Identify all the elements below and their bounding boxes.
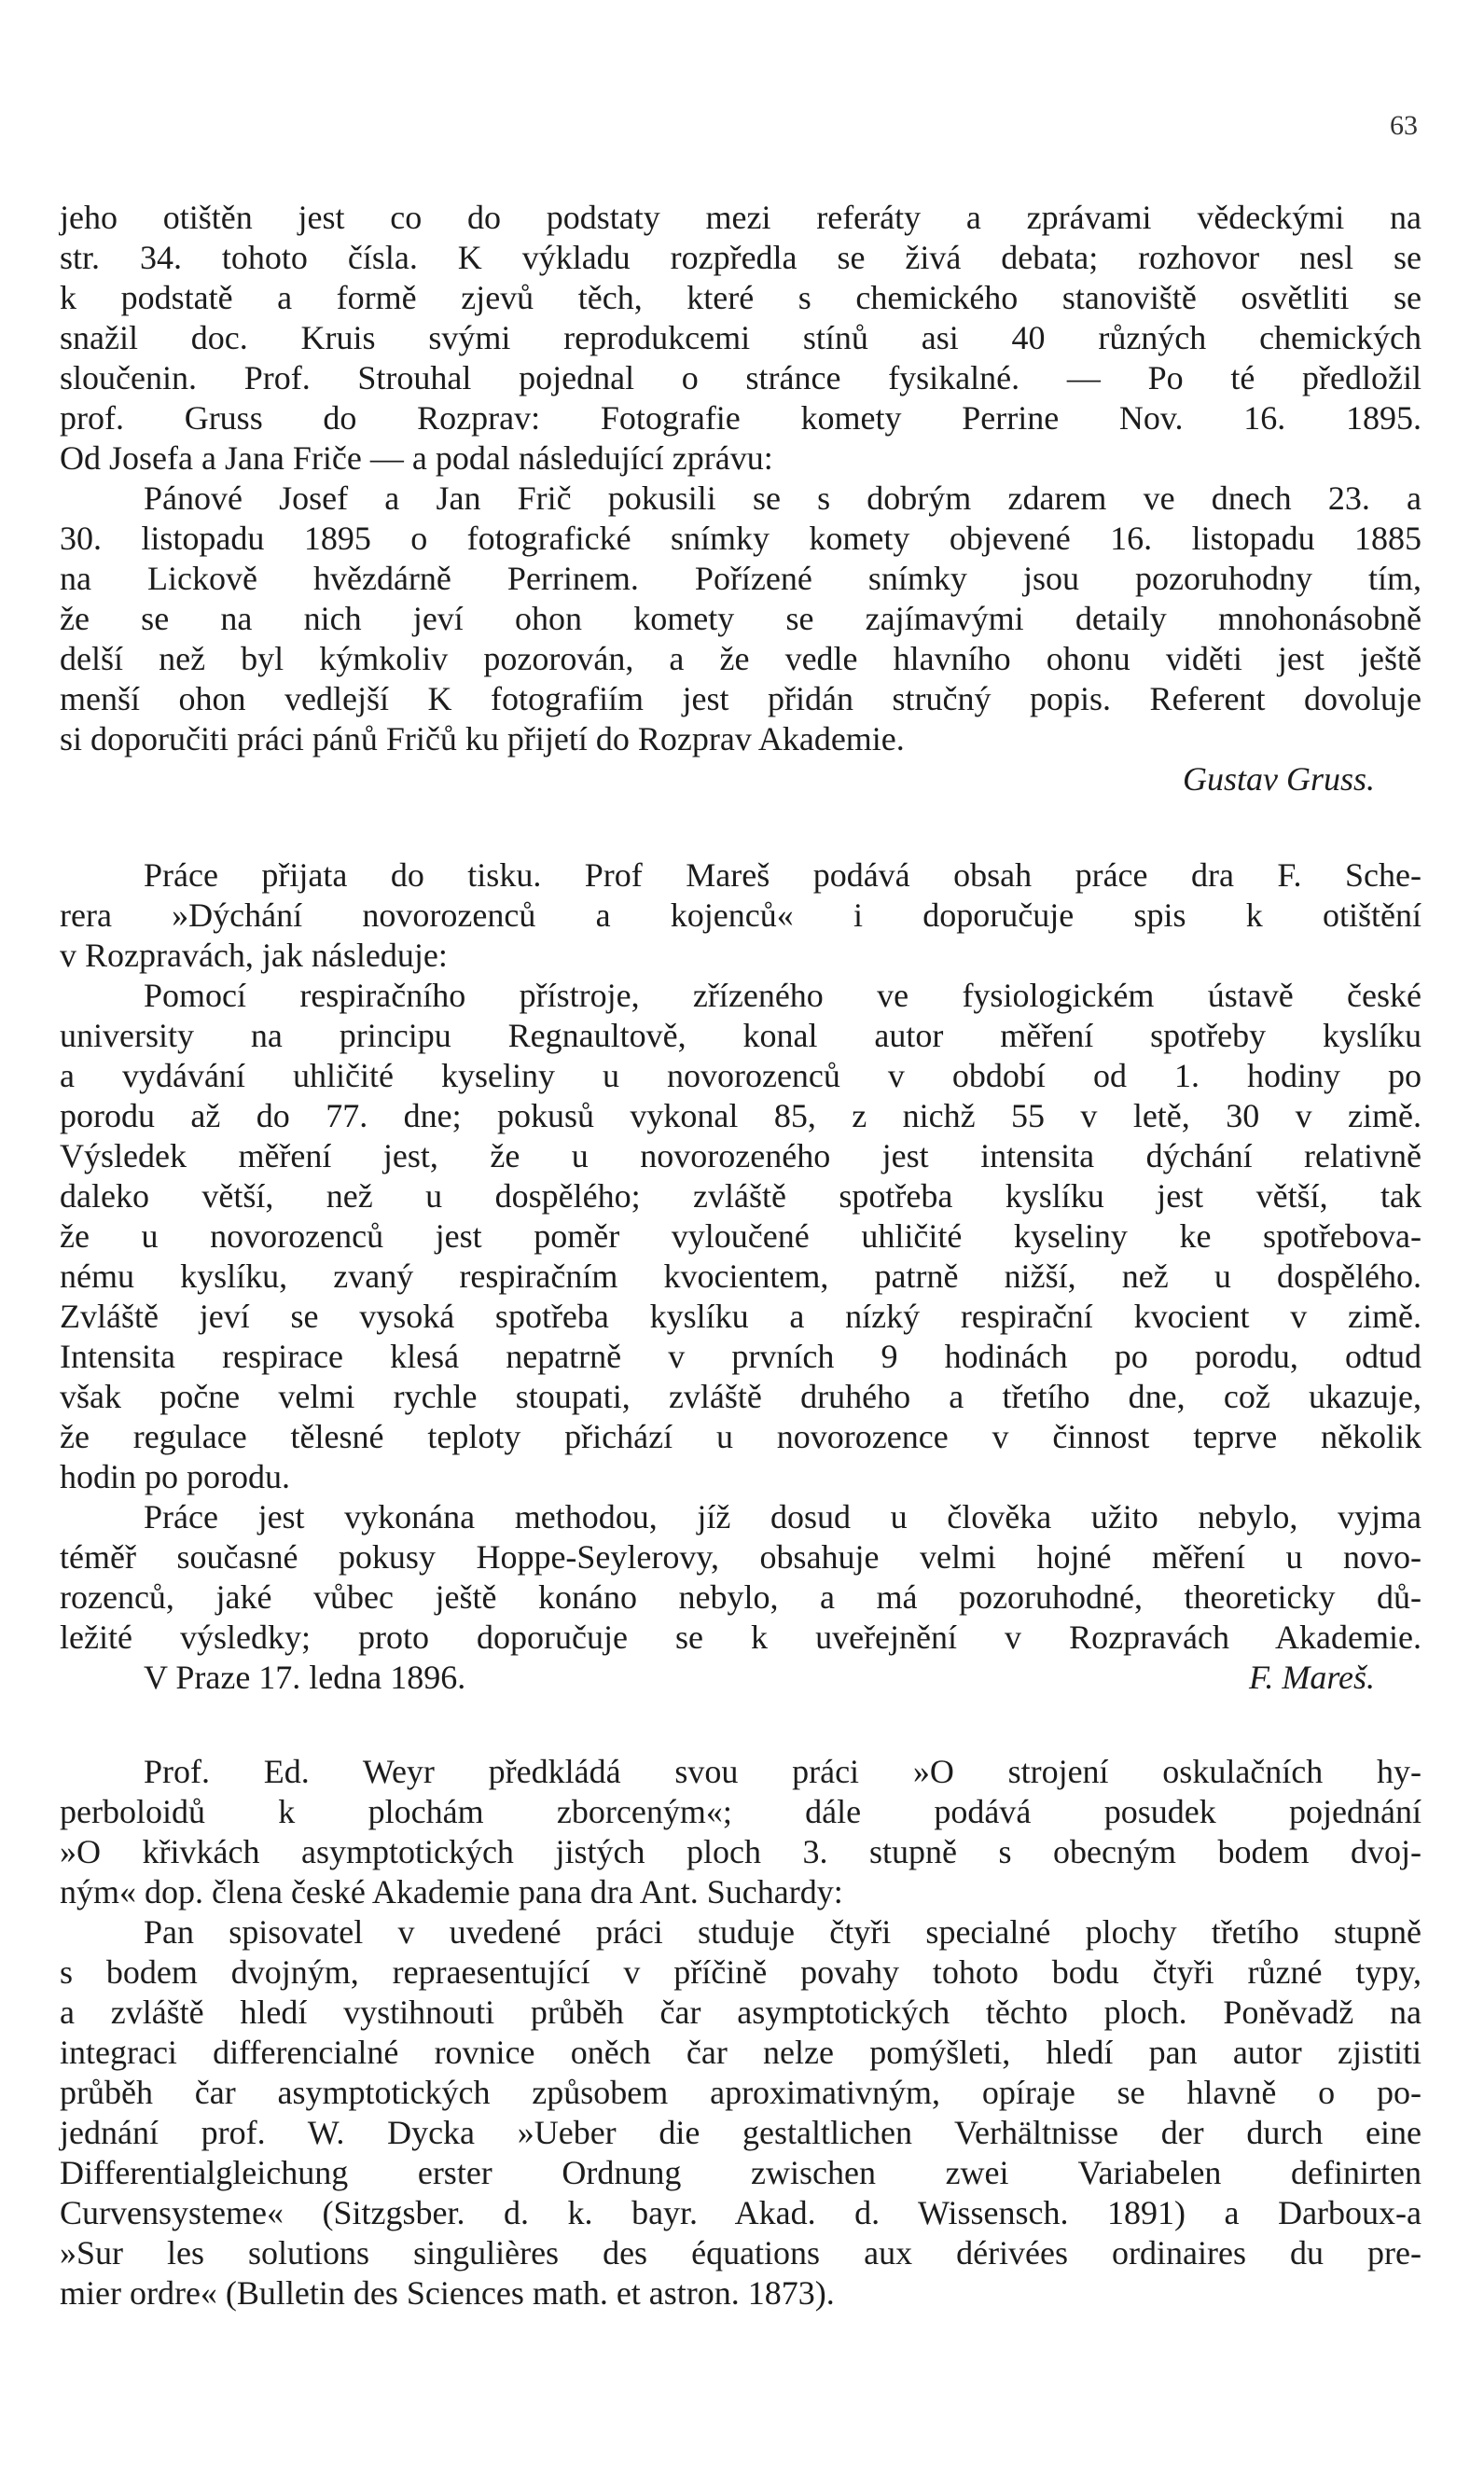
text-line: Curvensysteme« (Sitzgsber. d. k. bayr. Akad. d. Wissensch. 1891) a Darboux-a — [60, 2194, 1422, 2231]
text-line: jednání prof. W. Dycka »Ueber die gestaltlichen Verhältnisse der durch eine — [60, 2114, 1422, 2151]
section-mares-report — [60, 855, 1422, 1698]
text-line: a zvláště hledí vystihnouti průběh čar asymptotických těchto ploch. Poněvadž na — [60, 1994, 1422, 2031]
place-date: V Praze 17. ledna 1896. — [144, 1659, 466, 1696]
text-line: Prof. Ed. Weyr předkládá svou práci »O strojení oskulačních hy- — [144, 1753, 1422, 1790]
text-line: jeho otištěn jest co do podstaty mezi referáty a zprávami vědeckými na — [60, 199, 1422, 236]
text-line: s bodem dvojným, repraesentující v příčině povahy tohoto bodu čtyři různé typy, — [60, 1953, 1422, 1991]
text-line: Práce jest vykonána methodou, jíž dosud u člověka užito nebylo, vyjma — [144, 1498, 1422, 1535]
text-line: rera »Dýchání novorozenců a kojenců« i doporučuje spis k otištění — [60, 896, 1422, 934]
text-line: Pánové Josef a Jan Frič pokusili se s dobrým zdarem ve dnech 23. a — [144, 479, 1422, 517]
text-line: v Rozpravách, jak následuje: — [60, 937, 448, 974]
text-line: integraci differencialné rovnice oněch čar nelze pomýšleti, hledí pan autor zjistiti — [60, 2034, 1422, 2071]
text-line: ležité výsledky; proto doporučuje se k uveřejnění v Rozpravách Akademie. — [60, 1619, 1422, 1656]
text-line: snažil doc. Kruis svými reprodukcemi stínů asi 40 různých chemických — [60, 319, 1422, 356]
text-line: že u novorozenců jest poměr vyloučené uhličité kyseliny ke spotřebova- — [60, 1217, 1422, 1255]
text-line: že regulace tělesné teploty přichází u novorozence v činnost teprve několik — [60, 1418, 1422, 1455]
text-line: Intensita respirace klesá nepatrně v prvních 9 hodinách po porodu, odtud — [60, 1338, 1422, 1375]
section-weyr-report — [60, 1752, 1422, 2313]
text-line: »O křivkách asymptotických jistých ploch 3. stupně s obecným bodem dvoj- — [60, 1833, 1422, 1870]
text-line: perboloidů k plochám zborceným«; dále podává posudek pojednání — [60, 1793, 1422, 1830]
text-line: ným« dop. člena české Akademie pana dra Ant. Suchardy: — [60, 1873, 843, 1910]
text-line: »Sur les solutions singulières des équations aux dérivées ordinaires du pre- — [60, 2234, 1422, 2272]
text-line: Od Josefa a Jana Friče — a podal následující zprávu: — [60, 439, 773, 477]
text-line: že se na nich jeví ohon komety se zajímavými detaily mnohonásobně — [60, 600, 1422, 637]
text-line: a vydávání uhličité kyseliny u novorozenců v období od 1. hodiny po — [60, 1057, 1422, 1094]
text-line: daleko větší, než u dospělého; zvláště spotřeba kyslíku jest větší, tak — [60, 1177, 1422, 1215]
section-gap — [60, 799, 1422, 855]
text-line: Práce přijata do tisku. Prof Mareš podává obsah práce dra F. Sche- — [144, 856, 1422, 894]
text-line: si doporučiti práci pánů Fričů ku přijetí do Rozprav Akademie. — [60, 720, 905, 757]
text-line: university na principu Regnaultově, konal autor měření spotřeby kyslíku — [60, 1017, 1422, 1054]
text-line: Differentialgleichung erster Ordnung zwischen zwei Variabelen definirten — [60, 2154, 1422, 2191]
text-line: porodu až do 77. dne; pokusů vykonal 85, z nichž 55 v letě, 30 v zimě. — [60, 1097, 1422, 1134]
text-line: však počne velmi rychle stoupati, zvláště druhého a třetího dne, což ukazuje, — [60, 1378, 1422, 1415]
section-gap — [60, 1698, 1422, 1752]
signature-gruss: Gustav Gruss. — [1182, 760, 1375, 798]
text-line: mier ordre« (Bulletin des Sciences math. et astron. 1873). — [60, 2274, 835, 2312]
text-line: menší ohon vedlejší K fotografiím jest přidán stručný popis. Referent dovoluje — [60, 680, 1422, 717]
section-gruss-report — [60, 198, 1422, 799]
text-line: průběh čar asymptotických způsobem aproximativným, opíraje se hlavně o po- — [60, 2074, 1422, 2111]
text-line: Pomocí respiračního přístroje, zřízeného ve fysiologickém ústavě české — [144, 977, 1422, 1014]
text-line: k podstatě a formě zjevů těch, které s chemického stanoviště osvětliti se — [60, 279, 1422, 316]
text-body — [60, 198, 1422, 2313]
text-line: Pan spisovatel v uvedené práci studuje čtyři specialné plochy třetího stupně — [144, 1913, 1422, 1951]
text-line: sloučenin. Prof. Strouhal pojednal o stránce fysikalné. — Po té předložil — [60, 359, 1422, 396]
text-line: na Lickově hvězdárně Perrinem. Pořízené snímky jsou pozoruhodny tím, — [60, 560, 1422, 597]
text-line: téměř současné pokusy Hoppe-Seylerovy, obsahuje velmi hojné měření u novo- — [60, 1538, 1422, 1576]
text-line: hodin po porodu. — [60, 1458, 290, 1495]
text-line: Zvláště jeví se vysoká spotřeba kyslíku a nízký respirační kvocient v zimě. — [60, 1298, 1422, 1335]
page-number: 63 — [1390, 110, 1418, 141]
text-line: rozenců, jaké vůbec ještě konáno nebylo, a má pozoruhodné, theoreticky dů- — [60, 1578, 1422, 1616]
text-line: Výsledek měření jest, že u novorozeného jest intensita dýchání relativně — [60, 1137, 1422, 1174]
date-signature-row — [60, 1658, 1422, 1698]
text-line: str. 34. tohoto čísla. K výkladu rozpředla se živá debata; rozhovor nesl se — [60, 239, 1422, 276]
text-line: nému kyslíku, zvaný respiračním kvocientem, patrně nižší, než u dospělého. — [60, 1257, 1422, 1295]
text-line: 30. listopadu 1895 o fotografické snímky komety objevené 16. listopadu 1885 — [60, 520, 1422, 557]
text-line: prof. Gruss do Rozprav: Fotografie komety Perrine Nov. 16. 1895. — [60, 399, 1422, 437]
signature-mares: F. Mareš. — [1249, 1659, 1375, 1696]
text-line: delší než byl kýmkoliv pozorován, a že vedle hlavního ohonu viděti jest ještě — [60, 640, 1422, 677]
